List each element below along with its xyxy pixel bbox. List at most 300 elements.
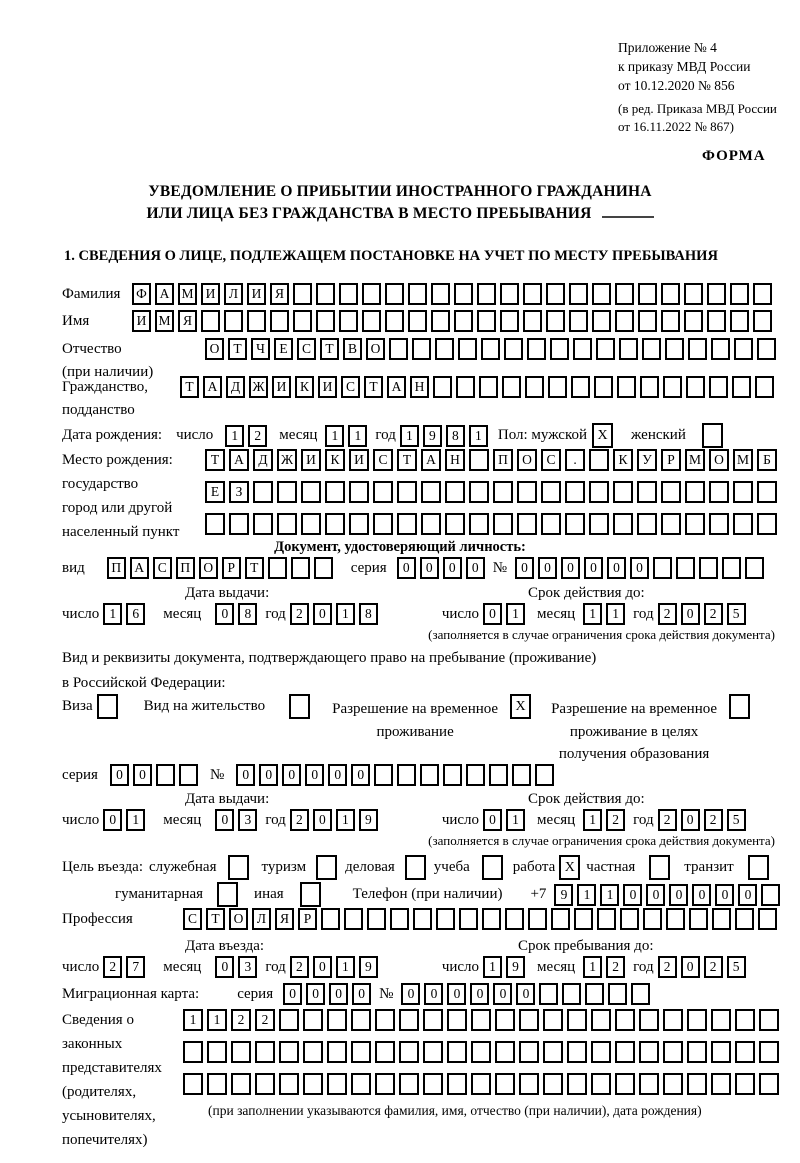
cell[interactable] [638,310,657,332]
cell[interactable] [653,557,672,579]
title-blank-line[interactable] [602,215,654,218]
cell[interactable] [435,338,454,360]
cell[interactable] [574,908,593,930]
cell[interactable]: 1 [600,884,619,906]
cell[interactable]: 1 [336,603,355,625]
cell[interactable] [412,338,431,360]
cell[interactable] [314,557,333,579]
cell[interactable] [443,764,462,786]
cell[interactable] [591,1009,611,1031]
cell[interactable]: 1 [469,425,488,447]
purpose-private-checkbox[interactable] [649,855,670,880]
cell[interactable] [535,764,554,786]
birthplace-cells-row3[interactable] [205,513,781,535]
cell[interactable] [548,376,567,398]
cell[interactable] [231,1073,251,1095]
cell[interactable]: 1 [506,809,525,831]
cell[interactable]: Ф [132,283,151,305]
cell[interactable] [505,908,524,930]
cell[interactable] [541,513,561,535]
cell[interactable] [663,1041,683,1063]
cell[interactable] [758,908,777,930]
cell[interactable]: 0 [607,557,626,579]
cell[interactable] [279,1041,299,1063]
cell[interactable] [291,557,310,579]
cell[interactable] [224,310,243,332]
cell[interactable] [687,1041,707,1063]
cell[interactable] [399,1073,419,1095]
doc-valid-year-cells[interactable] [658,603,750,625]
purpose-work-checkbox[interactable]: X [559,855,580,880]
cell[interactable] [709,513,729,535]
cell[interactable] [730,283,749,305]
cell[interactable]: 7 [126,956,145,978]
cell[interactable] [325,481,345,503]
cell[interactable]: 2 [290,809,309,831]
cell[interactable]: 1 [207,1009,227,1031]
cell[interactable] [620,908,639,930]
cell[interactable] [277,513,297,535]
cell[interactable] [253,513,273,535]
cell[interactable] [615,283,634,305]
cell[interactable]: 1 [583,603,602,625]
cell[interactable] [367,908,386,930]
cell[interactable] [684,310,703,332]
migration-number-cells[interactable] [401,983,654,1005]
cell[interactable]: 0 [681,956,700,978]
cell[interactable]: М [178,283,197,305]
cell[interactable]: 0 [352,983,371,1005]
cell[interactable] [447,1073,467,1095]
cell[interactable] [303,1073,323,1095]
profession-cells[interactable] [183,908,781,930]
cell[interactable]: 0 [623,884,642,906]
cell[interactable] [469,481,489,503]
cell[interactable] [423,1009,443,1031]
cell[interactable] [303,1041,323,1063]
cell[interactable] [373,481,393,503]
cell[interactable]: 0 [681,603,700,625]
cell[interactable]: Б [757,449,777,471]
cell[interactable] [421,513,441,535]
cell[interactable] [543,1041,563,1063]
cell[interactable] [753,283,772,305]
cell[interactable] [255,1041,275,1063]
cell[interactable] [397,513,417,535]
cell[interactable]: 0 [424,983,443,1005]
cell[interactable] [445,513,465,535]
cell[interactable] [608,983,627,1005]
cell[interactable] [615,1009,635,1031]
cell[interactable]: 0 [630,557,649,579]
cell[interactable]: 1 [348,425,367,447]
cell[interactable] [519,1073,539,1095]
doc-type-cells[interactable] [107,557,337,579]
cell[interactable]: 6 [126,603,145,625]
cell[interactable] [589,513,609,535]
cell[interactable] [349,513,369,535]
cell[interactable]: А [203,376,222,398]
cell[interactable] [546,283,565,305]
cell[interactable]: 1 [483,956,502,978]
cell[interactable]: Т [245,557,264,579]
doc-issue-month-cells[interactable] [215,603,261,625]
cell[interactable] [541,481,561,503]
cell[interactable] [551,908,570,930]
cell[interactable] [665,338,684,360]
cell[interactable]: 0 [215,809,234,831]
cell[interactable] [591,1073,611,1095]
cell[interactable] [179,764,198,786]
cell[interactable] [385,283,404,305]
cell[interactable] [459,908,478,930]
purpose-official-checkbox[interactable] [228,855,249,880]
cell[interactable]: 0 [538,557,557,579]
cell[interactable] [421,481,441,503]
cell[interactable] [303,1009,323,1031]
cell[interactable]: 0 [215,603,234,625]
cell[interactable]: О [709,449,729,471]
cell[interactable] [709,376,728,398]
cell[interactable] [495,1009,515,1031]
cell[interactable] [183,1041,203,1063]
cell[interactable] [495,1041,515,1063]
cell[interactable] [156,764,175,786]
cell[interactable] [543,1009,563,1031]
cell[interactable] [687,1009,707,1031]
purpose-humanitarian-checkbox[interactable] [217,882,238,907]
cell[interactable] [761,884,780,906]
cell[interactable] [711,1009,731,1031]
cell[interactable]: 2 [248,425,267,447]
cell[interactable]: П [107,557,126,579]
cell[interactable]: Т [228,338,247,360]
cell[interactable] [279,1009,299,1031]
cell[interactable] [615,310,634,332]
cell[interactable]: Л [224,283,243,305]
cell[interactable] [567,1073,587,1095]
cell[interactable]: 5 [727,809,746,831]
purpose-other-checkbox[interactable] [300,882,321,907]
cell[interactable]: 0 [447,983,466,1005]
cell[interactable] [277,481,297,503]
cell[interactable] [229,513,249,535]
cell[interactable] [689,908,708,930]
purpose-study-checkbox[interactable] [482,855,503,880]
cell[interactable]: 0 [584,557,603,579]
cell[interactable] [617,376,636,398]
cell[interactable] [661,283,680,305]
doc-valid-month-cells[interactable] [583,603,629,625]
cell[interactable] [734,338,753,360]
doc-issue-day-cells[interactable] [103,603,149,625]
cell[interactable] [325,513,345,535]
cell[interactable]: 9 [423,425,442,447]
cell[interactable]: 1 [506,603,525,625]
cell[interactable] [753,310,772,332]
surname-cells[interactable] [132,283,776,305]
cell[interactable] [431,283,450,305]
cell[interactable] [745,557,764,579]
birth-day-cells[interactable] [225,425,271,447]
cell[interactable] [519,1009,539,1031]
cell[interactable]: 1 [606,603,625,625]
cell[interactable] [327,1009,347,1031]
cell[interactable] [546,310,565,332]
cell[interactable] [640,376,659,398]
cell[interactable]: Я [275,908,294,930]
cell[interactable] [615,1073,635,1095]
cell[interactable] [433,376,452,398]
cell[interactable] [707,283,726,305]
cell[interactable] [389,338,408,360]
cell[interactable] [735,1073,755,1095]
cell[interactable] [594,376,613,398]
cell[interactable] [643,908,662,930]
temp-residence-checkbox[interactable]: X [510,694,531,719]
cell[interactable]: 5 [727,603,746,625]
cell[interactable] [735,1009,755,1031]
cell[interactable]: 0 [313,956,332,978]
cell[interactable]: 0 [483,809,502,831]
cell[interactable] [722,557,741,579]
cell[interactable] [592,283,611,305]
cell[interactable] [253,481,273,503]
cell[interactable]: С [153,557,172,579]
cell[interactable] [661,513,681,535]
cell[interactable] [596,338,615,360]
cell[interactable] [711,1041,731,1063]
cell[interactable]: Ж [277,449,297,471]
patronymic-cells[interactable] [205,338,780,360]
cell[interactable] [631,983,650,1005]
cell[interactable]: 1 [126,809,145,831]
cell[interactable]: 1 [325,425,344,447]
cell[interactable] [661,310,680,332]
cell[interactable]: 0 [397,557,416,579]
temp-residence-edu-checkbox[interactable] [729,694,750,719]
cell[interactable] [408,283,427,305]
cell[interactable]: Т [364,376,383,398]
cell[interactable]: 9 [554,884,573,906]
cell[interactable] [362,310,381,332]
cell[interactable]: 0 [283,983,302,1005]
cell[interactable]: 0 [516,983,535,1005]
cell[interactable]: Я [270,283,289,305]
cell[interactable] [757,338,776,360]
cell[interactable] [471,1041,491,1063]
cell[interactable]: 0 [715,884,734,906]
cell[interactable]: 0 [669,884,688,906]
cell[interactable]: 0 [420,557,439,579]
cell[interactable]: Н [445,449,465,471]
cell[interactable]: 2 [290,603,309,625]
cell[interactable]: 0 [313,603,332,625]
cell[interactable] [523,310,542,332]
cell[interactable] [413,908,432,930]
cell[interactable] [431,310,450,332]
stay-valid-month-cells[interactable] [583,809,629,831]
cell[interactable] [399,1041,419,1063]
cell[interactable]: Е [205,481,225,503]
cell[interactable] [445,481,465,503]
cell[interactable]: 1 [400,425,419,447]
cell[interactable] [711,338,730,360]
cell[interactable] [247,310,266,332]
cell[interactable] [757,481,777,503]
cell[interactable]: М [733,449,753,471]
cell[interactable] [207,1041,227,1063]
entry-year-cells[interactable] [290,956,382,978]
cell[interactable]: 0 [282,764,301,786]
cell[interactable] [479,376,498,398]
cell[interactable] [711,1073,731,1095]
cell[interactable] [567,1041,587,1063]
cell[interactable] [759,1073,779,1095]
cell[interactable]: 0 [329,983,348,1005]
cell[interactable] [489,764,508,786]
purpose-tourism-checkbox[interactable] [316,855,337,880]
cell[interactable]: 1 [336,809,355,831]
cell[interactable] [420,764,439,786]
cell[interactable]: . [565,449,585,471]
cell[interactable] [500,310,519,332]
cell[interactable] [523,283,542,305]
stay-until-month-cells[interactable] [583,956,629,978]
cell[interactable]: 0 [305,764,324,786]
cell[interactable] [759,1041,779,1063]
cell[interactable] [316,283,335,305]
cell[interactable] [663,376,682,398]
cell[interactable] [735,1041,755,1063]
cell[interactable] [279,1073,299,1095]
doc-series-cells[interactable] [397,557,489,579]
cell[interactable]: К [295,376,314,398]
cell[interactable]: С [297,338,316,360]
cell[interactable]: И [349,449,369,471]
cell[interactable]: И [247,283,266,305]
cell[interactable]: Л [252,908,271,930]
cell[interactable]: С [373,449,393,471]
cell[interactable]: 2 [606,956,625,978]
cell[interactable] [493,513,513,535]
cell[interactable] [615,1041,635,1063]
stay-until-day-cells[interactable] [483,956,529,978]
cell[interactable] [589,481,609,503]
cell[interactable]: 0 [133,764,152,786]
cell[interactable]: 1 [183,1009,203,1031]
cell[interactable]: 0 [646,884,665,906]
cell[interactable] [663,1009,683,1031]
cell[interactable] [493,481,513,503]
cell[interactable] [755,376,774,398]
cell[interactable] [423,1073,443,1095]
cell[interactable]: 0 [110,764,129,786]
cell[interactable] [477,310,496,332]
cell[interactable] [637,481,657,503]
cell[interactable]: 2 [658,603,677,625]
cell[interactable]: 0 [236,764,255,786]
birthplace-cells-row1[interactable] [205,449,781,471]
cell[interactable]: 0 [215,956,234,978]
cell[interactable]: 2 [658,956,677,978]
cell[interactable] [735,908,754,930]
cell[interactable] [663,1073,683,1095]
cell[interactable]: И [301,449,321,471]
cell[interactable]: К [613,449,633,471]
cell[interactable]: 2 [606,809,625,831]
cell[interactable] [351,1073,371,1095]
cell[interactable]: О [199,557,218,579]
cell[interactable] [592,310,611,332]
cell[interactable]: 1 [103,603,122,625]
cell[interactable] [512,764,531,786]
cell[interactable]: С [541,449,561,471]
cell[interactable] [397,481,417,503]
cell[interactable]: 2 [290,956,309,978]
cell[interactable]: 1 [583,956,602,978]
cell[interactable]: П [176,557,195,579]
cell[interactable]: Я [178,310,197,332]
cell[interactable]: 1 [225,425,244,447]
cell[interactable] [639,1073,659,1095]
cell[interactable] [205,513,225,535]
cell[interactable] [423,1041,443,1063]
sex-male-checkbox[interactable]: X [592,423,613,448]
cell[interactable] [375,1041,395,1063]
cell[interactable] [684,283,703,305]
cell[interactable] [613,481,633,503]
cell[interactable] [733,481,753,503]
cell[interactable]: 0 [681,809,700,831]
cell[interactable]: Т [397,449,417,471]
cell[interactable] [699,557,718,579]
cell[interactable] [591,1041,611,1063]
cell[interactable]: 9 [506,956,525,978]
cell[interactable]: И [201,283,220,305]
cell[interactable]: 0 [351,764,370,786]
stay-valid-day-cells[interactable] [483,809,529,831]
name-cells[interactable] [132,310,776,332]
cell[interactable]: И [132,310,151,332]
cell[interactable] [517,513,537,535]
cell[interactable] [565,513,585,535]
purpose-business-checkbox[interactable] [405,855,426,880]
cell[interactable] [207,1073,227,1095]
cell[interactable] [525,376,544,398]
cell[interactable]: 3 [238,956,257,978]
cell[interactable] [270,310,289,332]
stay-until-year-cells[interactable] [658,956,750,978]
cell[interactable]: З [229,481,249,503]
cell[interactable]: Д [226,376,245,398]
cell[interactable] [436,908,455,930]
cell[interactable] [688,338,707,360]
cell[interactable] [597,908,616,930]
cell[interactable] [565,481,585,503]
cell[interactable] [327,1073,347,1095]
cell[interactable] [349,481,369,503]
cell[interactable] [327,1041,347,1063]
cell[interactable]: И [318,376,337,398]
cell[interactable] [666,908,685,930]
cell[interactable] [712,908,731,930]
cell[interactable] [637,513,657,535]
cell[interactable] [397,764,416,786]
cell[interactable] [539,983,558,1005]
cell[interactable] [685,513,705,535]
cell[interactable] [408,310,427,332]
